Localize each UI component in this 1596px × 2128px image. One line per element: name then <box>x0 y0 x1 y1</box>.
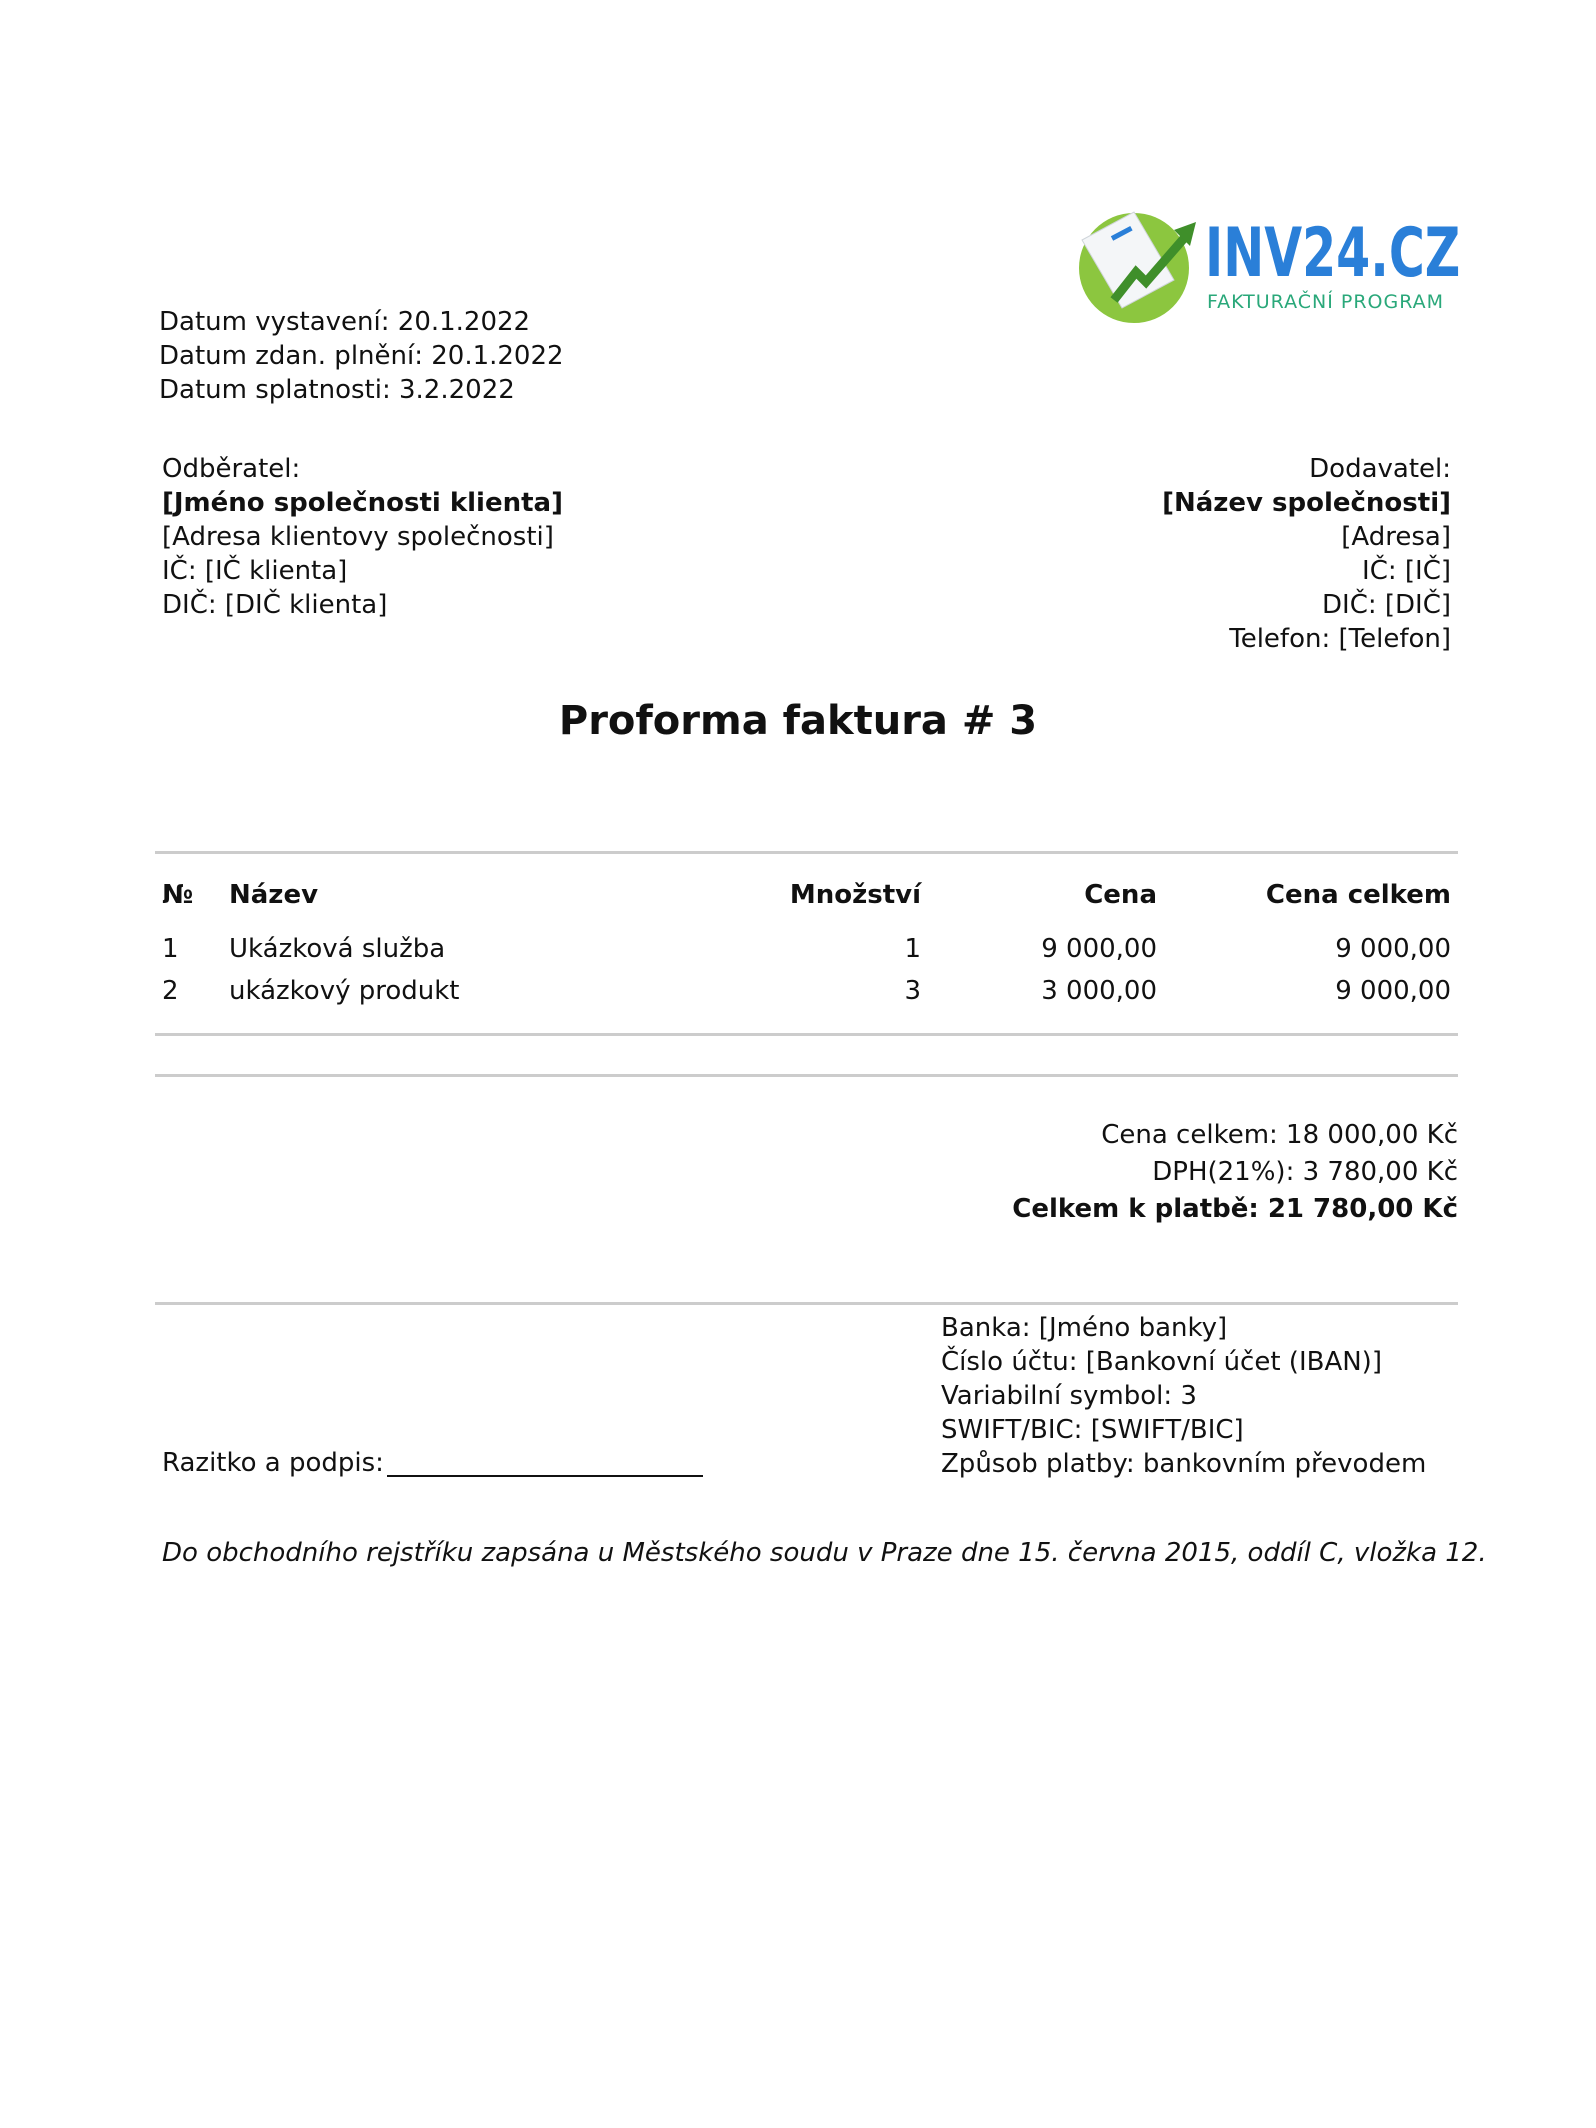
customer-address: [Adresa klientovy společnosti] <box>162 522 554 552</box>
supplier-label: Dodavatel: <box>1309 454 1451 484</box>
issue-date: Datum vystavení: 20.1.2022 <box>159 307 531 337</box>
row-number: 2 <box>162 976 179 1006</box>
payment-method: Způsob platby: bankovním převodem <box>941 1449 1427 1479</box>
logo-icon <box>1074 200 1204 325</box>
customer-dic: DIČ: [DIČ klienta] <box>162 590 388 620</box>
logo <box>1074 200 1204 334</box>
variable-symbol: Variabilní symbol: 3 <box>941 1381 1197 1411</box>
header-price: Cena <box>1084 880 1157 910</box>
logo-tagline: FAKTURAČNÍ PROGRAM <box>1207 291 1445 313</box>
supplier-block <box>1162 452 1451 656</box>
taxable-date: Datum zdan. plnění: 20.1.2022 <box>159 341 564 371</box>
bank-account: Číslo účtu: [Bankovní účet (IBAN)] <box>941 1347 1382 1377</box>
supplier-address: [Adresa] <box>1341 522 1451 552</box>
header-number: № <box>162 880 194 910</box>
signature-line <box>387 1475 703 1477</box>
row-name: Ukázková služba <box>229 934 446 964</box>
signature-label: Razitko a podpis: <box>162 1448 384 1478</box>
divider <box>155 851 1458 854</box>
registry-note: Do obchodního rejstříku zapsána u Městského soudu v Praze dne 15. června 2015, oddíl C, vložka 12. <box>162 1538 1487 1568</box>
totals-block <box>1012 1117 1458 1228</box>
divider <box>155 1033 1458 1036</box>
customer-block <box>162 452 563 622</box>
customer-ic: IČ: [IČ klienta] <box>162 556 348 586</box>
supplier-phone: Telefon: [Telefon] <box>1229 624 1451 654</box>
header-name: Název <box>229 880 319 910</box>
invoice-title: Proforma faktura # 3 <box>558 698 1038 744</box>
due-date: Datum splatnosti: 3.2.2022 <box>159 375 515 405</box>
vat: DPH(21%): 3 780,00 Kč <box>1152 1157 1458 1187</box>
row-price: 3 000,00 <box>1041 976 1157 1006</box>
row-price: 9 000,00 <box>1041 934 1157 964</box>
logo-text: INV24.CZ <box>1205 214 1461 293</box>
bank-name: Banka: [Jméno banky] <box>941 1313 1228 1343</box>
bank-block <box>941 1311 1426 1481</box>
row-number: 1 <box>162 934 179 964</box>
supplier-ic: IČ: [IČ] <box>1362 556 1451 586</box>
row-total: 9 000,00 <box>1335 976 1451 1006</box>
row-quantity: 3 <box>904 976 921 1006</box>
supplier-name: [Název společnosti] <box>1162 488 1451 518</box>
header-quantity: Množství <box>789 880 921 910</box>
row-name: ukázkový produkt <box>229 976 460 1006</box>
customer-label: Odběratel: <box>162 454 301 484</box>
subtotal: Cena celkem: 18 000,00 Kč <box>1101 1120 1458 1150</box>
dates-block <box>159 305 564 407</box>
swift-bic: SWIFT/BIC: [SWIFT/BIC] <box>941 1415 1244 1445</box>
customer-name: [Jméno společnosti klienta] <box>162 488 563 518</box>
row-quantity: 1 <box>904 934 921 964</box>
header-total: Cena celkem <box>1265 880 1451 910</box>
row-total: 9 000,00 <box>1335 934 1451 964</box>
divider <box>155 1074 1458 1077</box>
supplier-dic: DIČ: [DIČ] <box>1322 590 1451 620</box>
grand-total: Celkem k platbě: 21 780,00 Kč <box>1012 1194 1458 1224</box>
divider <box>155 1302 1458 1305</box>
